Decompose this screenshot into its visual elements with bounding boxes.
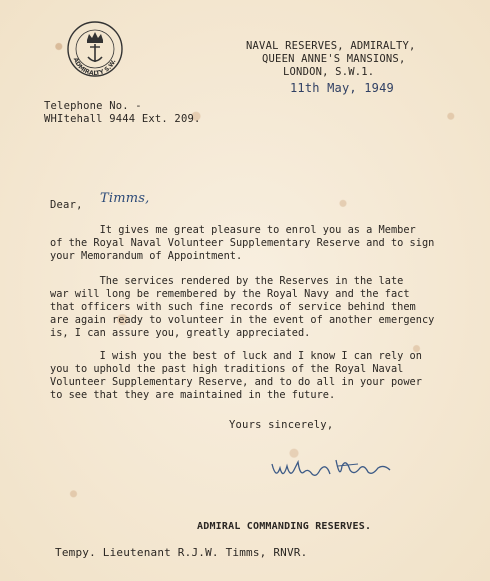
salutation: Dear, xyxy=(50,199,83,211)
paragraph-1: It gives me great pleasure to enrol you as a Member of the Royal Naval Volunteer Supplementary Reserve and to sign your Memorandum of Appointment. xyxy=(50,224,435,262)
recipient-line: Tempy. Lieutenant R.J.W. Timms, RNVR. xyxy=(55,546,308,559)
recipient-name-handwritten: Timms, xyxy=(100,191,150,206)
signatory-title: ADMIRAL COMMANDING RESERVES. xyxy=(197,521,372,532)
telephone-label: Telephone No. - xyxy=(44,100,142,112)
address-line-2: QUEEN ANNE'S MANSIONS, xyxy=(262,53,406,65)
letter-date: 11th May, 1949 xyxy=(290,81,394,95)
telephone-number: WHItehall 9444 Ext. 209. xyxy=(44,113,201,125)
seal-text: ADMIRALTY S.W. xyxy=(71,56,118,78)
paragraph-2: The services rendered by the Reserves in the late war will long be remembered by the Royal Navy and the fact that officers with such fine records of service behind them are again ready to volunteer in the event of another emergency is, I can assure you, greatly appreciated. xyxy=(50,275,435,339)
address-line-3: LONDON, S.W.1. xyxy=(283,66,375,78)
address-line-1: NAVAL RESERVES, ADMIRALTY, xyxy=(246,40,416,52)
paragraph-3: I wish you the best of luck and I know I can rely on you to uphold the past high traditions of the Royal Naval Volunteer Supplementary Reserve, and to do all in your power to see that they are maintained in the future. xyxy=(50,350,422,401)
closing: Yours sincerely, xyxy=(229,419,334,431)
handwritten-signature xyxy=(268,450,398,490)
admiralty-seal-icon xyxy=(66,20,124,78)
